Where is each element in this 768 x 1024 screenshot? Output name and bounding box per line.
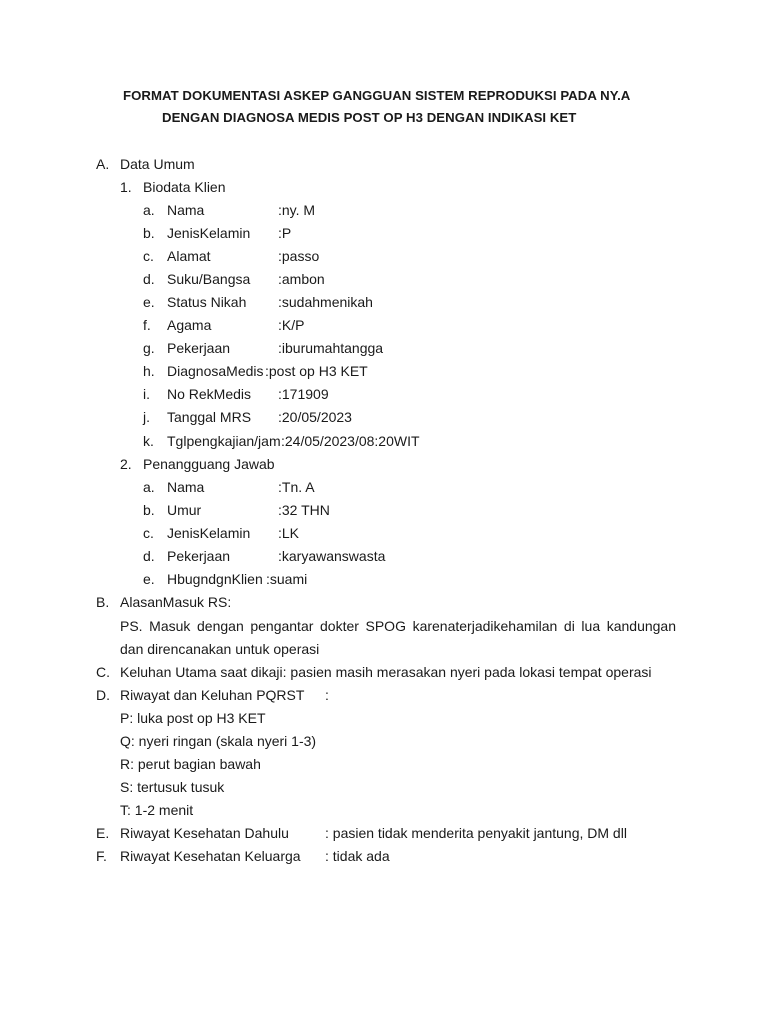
pqrst-line: Q: nyeri ringan (skala nyeri 1-3) [120, 733, 317, 749]
list-item-marker: a. [143, 479, 155, 495]
list-item-marker: d. [143, 271, 155, 287]
field-label: JenisKelamin [167, 525, 251, 541]
section-b-marker: B. [96, 594, 110, 610]
section-e-value: : pasien tidak menderita penyakit jantung, DM dll [325, 825, 627, 841]
field-label: Pekerjaan [167, 340, 231, 356]
field-label: Nama [167, 202, 205, 218]
field-label: HbugndgnKlien [167, 571, 263, 587]
list-item-marker: b. [143, 502, 155, 518]
section-a-marker: A. [96, 156, 110, 172]
field-value: :32 THN [278, 502, 330, 518]
section-c-text: Keluhan Utama saat dikaji: pasien masih merasakan nyeri pada lokasi tempat operasi [120, 664, 652, 680]
field-value: :suami [266, 571, 308, 587]
section-d-colon: : [325, 687, 329, 703]
field-value: :24/05/2023/08:20WIT [281, 433, 420, 449]
field-value: :ambon [278, 271, 325, 287]
field-label: DiagnosaMedis [167, 363, 264, 379]
field-label: Umur [167, 502, 202, 518]
field-label: Nama [167, 479, 205, 495]
section-f-label: Riwayat Kesehatan Keluarga [120, 848, 301, 864]
field-value: :P [278, 225, 292, 241]
field-value: :Tn. A [278, 479, 315, 495]
section-d-marker: D. [96, 687, 110, 703]
subsection-2-marker: 2. [120, 456, 132, 472]
field-value: :ny. M [278, 202, 316, 218]
section-b-heading: AlasanMasuk RS: [120, 594, 232, 610]
list-item-marker: e. [143, 294, 155, 310]
list-item-marker: j. [143, 409, 150, 425]
pqrst-line: T: 1-2 menit [120, 802, 194, 818]
section-f-value: : tidak ada [325, 848, 390, 864]
section-a-heading: Data Umum [120, 156, 195, 172]
field-label: No RekMedis [167, 386, 252, 402]
field-value: :171909 [278, 386, 329, 402]
list-item-marker: b. [143, 225, 155, 241]
subsection-2-heading: Penangguang Jawab [143, 456, 275, 472]
field-label: Agama [167, 317, 212, 333]
section-e-label: Riwayat Kesehatan Dahulu [120, 825, 289, 841]
list-item-marker: d. [143, 548, 155, 564]
list-item-marker: g. [143, 340, 155, 356]
field-label: Tglpengkajian/jam [167, 433, 281, 449]
list-item-marker: k. [143, 433, 154, 449]
section-f-marker: F. [96, 848, 107, 864]
field-value: :iburumahtangga [278, 340, 384, 356]
field-label: Alamat [167, 248, 211, 264]
field-label: Tanggal MRS [167, 409, 252, 425]
field-value: :20/05/2023 [278, 409, 352, 425]
section-b-paragraph-line-1: PS. Masuk dengan pengantar dokter SPOG karenaterjadikehamilan di lua kandungan [120, 618, 676, 634]
field-value: :karyawanswasta [278, 548, 386, 564]
document-title-line-1: FORMAT DOKUMENTASI ASKEP GANGGUAN SISTEM REPRODUKSI PADA NY.A [123, 88, 631, 103]
field-value: :LK [278, 525, 300, 541]
field-label: JenisKelamin [167, 225, 251, 241]
document-title-line-2: DENGAN DIAGNOSA MEDIS POST OP H3 DENGAN INDIKASI KET [162, 110, 577, 125]
section-c-marker: C. [96, 664, 110, 680]
list-item-marker: c. [143, 525, 154, 541]
pqrst-line: P: luka post op H3 KET [120, 710, 266, 726]
field-label: Status Nikah [167, 294, 247, 310]
list-item-marker: a. [143, 202, 155, 218]
subsection-1-marker: 1. [120, 179, 132, 195]
field-label: Suku/Bangsa [167, 271, 251, 287]
field-value: :passo [278, 248, 320, 264]
field-value: :sudahmenikah [278, 294, 373, 310]
field-label: Pekerjaan [167, 548, 231, 564]
section-e-marker: E. [96, 825, 110, 841]
list-item-marker: e. [143, 571, 155, 587]
subsection-1-heading: Biodata Klien [143, 179, 226, 195]
list-item-marker: c. [143, 248, 154, 264]
list-item-marker: h. [143, 363, 155, 379]
pqrst-line: R: perut bagian bawah [120, 756, 261, 772]
field-value: :post op H3 KET [265, 363, 368, 379]
list-item-marker: f. [143, 317, 151, 333]
section-d-heading: Riwayat dan Keluhan PQRST [120, 687, 305, 703]
pqrst-line: S: tertusuk tusuk [120, 779, 225, 795]
section-b-paragraph-line-2: dan direncanakan untuk operasi [120, 641, 320, 657]
list-item-marker: i. [143, 386, 150, 402]
field-value: :K/P [278, 317, 305, 333]
